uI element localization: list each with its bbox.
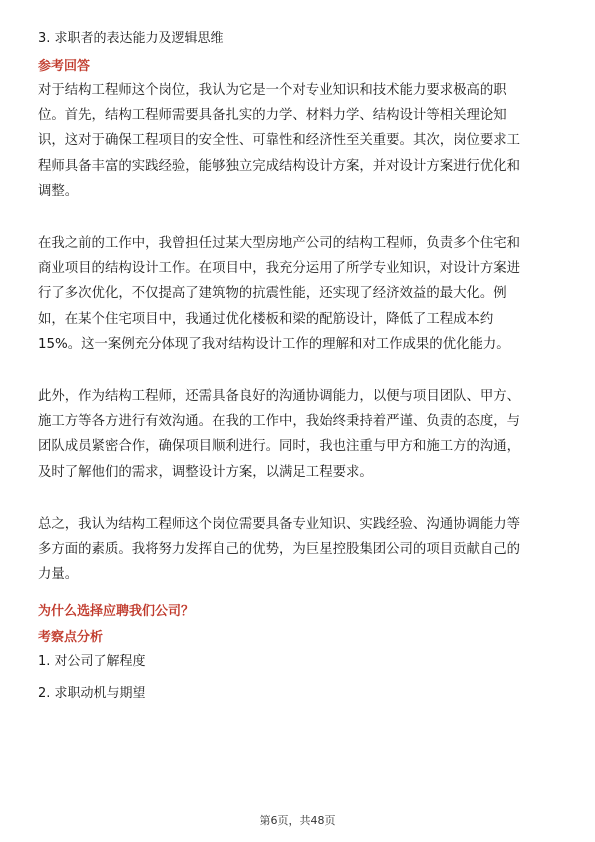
analysis-label: 考察点分析	[38, 630, 104, 646]
analysis-point-1: 1. 对公司了解程度	[38, 654, 146, 670]
section-heading: 3. 求职者的表达能力及逻辑思维	[38, 31, 224, 46]
answer-paragraph-2: 在我之前的工作中，我曾担任过某大型房地产公司的结构工程师，负责多个住宅和 商业项目的结构设计工作。在项目中，我充分运用了所学专业知识，对设计方案进 行了多次优化，不仅提高了建筑物的抗震性能，还实现了经济效益的最大化。例 如，在某个住宅项目中，我通过优化楼板和梁的配筋设计，降低了工程成本约 15%。这一案例充分体现了我对结构设计工作的理解和对工作成果的优化能力。	[38, 236, 521, 352]
answer-paragraph-3: 此外，作为结构工程师，还需具备良好的沟通协调能力，以便与项目团队、甲方、 施工方等各方进行有效沟通。在我的工作中，我始终秉持着严谨、负责的态度，与 团队成员紧密合作，确保项目顺利进行。同时，我也注重与甲方和施工方的沟通， 及时了解他们的需求，调整设计方案，以满足工程要求。	[38, 389, 521, 480]
page-number: 第6页，共48页	[259, 814, 336, 827]
page-content	[38, 28, 558, 705]
answer-paragraph-4: 总之，我认为结构工程师这个岗位需要具备专业知识、实践经验、沟通协调能力等 多方面的素质。我将努力发挥自己的优势，为巨星控股集团公司的项目贡献自己的 力量。	[38, 516, 521, 583]
answer-label: 参考回答	[38, 59, 91, 74]
question-title: 为什么选择应聘我们公司？	[38, 604, 195, 620]
analysis-point-2: 2. 求职动机与期望	[38, 686, 146, 702]
answer-paragraph-1: 对于结构工程师这个岗位，我认为它是一个对专业知识和技术能力要求极高的职 位。首先，结构工程师需要具备扎实的力学、材料力学、结构设计等相关理论知 识，这对于确保工程项目的安全性、可靠性和经济性至关重要。其次，岗位要求工 程师具备丰富的实践经验，能够独立完成结构设计方案，并对设计方案进行优化和 调整。	[38, 83, 521, 199]
